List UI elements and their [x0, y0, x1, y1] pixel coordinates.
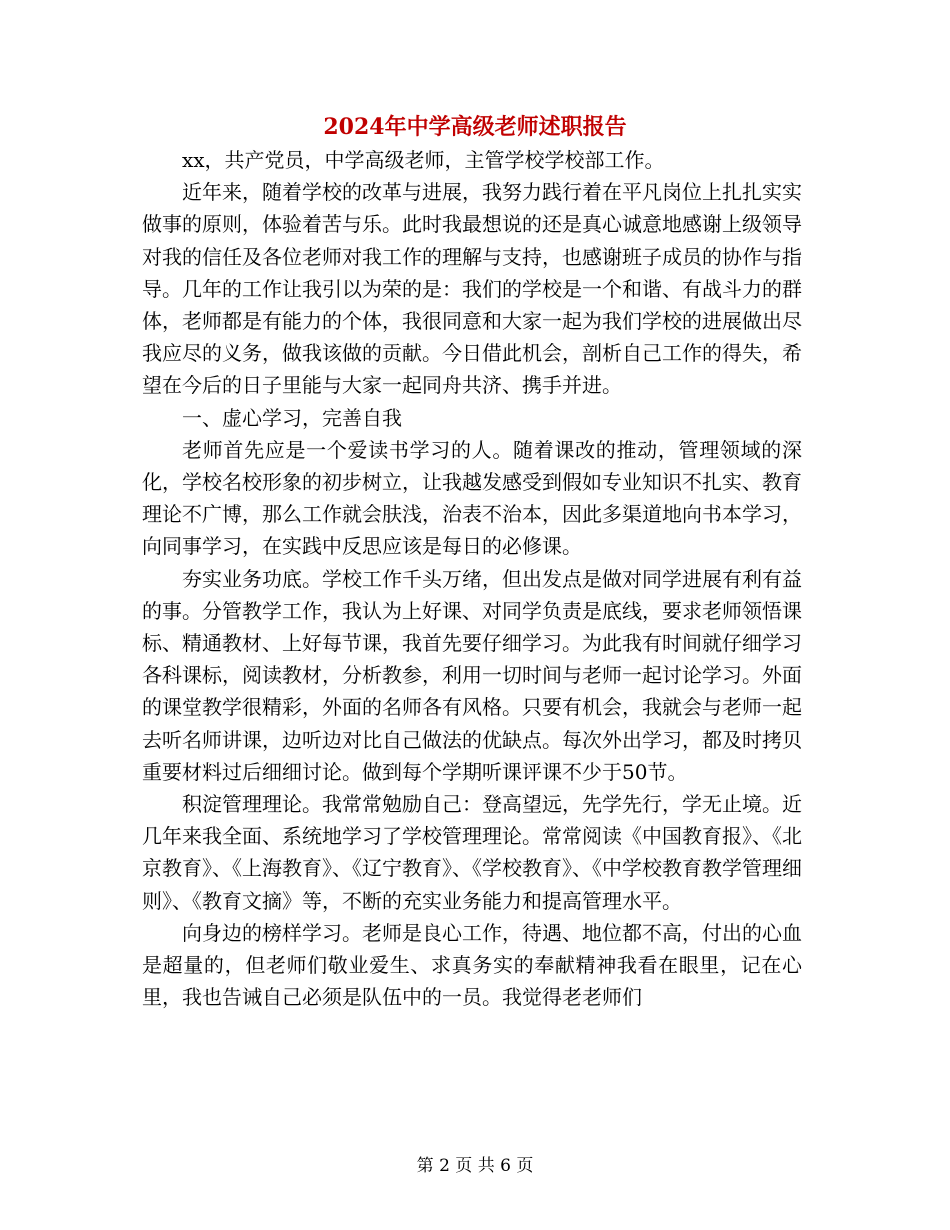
paragraph-business-skills: 夯实业务功底。学校工作千头万绪，但出发点是做对同学进展有利有益的事。分管教学工作，我认为上好课、对同学负责是底线，要求老师领悟课标、精通教材、上好每节课，我首先要仔细学习。为此我有时间就仔细学习各科课标，阅读教材，分析教参，利用一切时间与老师一起讨论学习。外面的课堂教学很精彩，外面的名师各有风格。只要有机会，我就会与老师一起去听名师讲课，边听边对比自己做法的优缺点。每次外出学习，都及时拷贝重要材料过后细细讨论。做到每个学期听课评课不少于50节。: [142, 566, 802, 784]
paragraph-intro: xx，共产党员，中学高级老师，主管学校学校部工作。: [182, 148, 665, 172]
paragraph-overview: 近年来，随着学校的改革与进展，我努力践行着在平凡岗位上扎扎实实做事的原则，体验着苦与乐。此时我最想说的还是真心诚意地感谢上级领导对我的信任及各位老师对我工作的理解与支持，也感谢班子成员的协作与指导。几年的工作让我引以为荣的是：我们的学校是一个和谐、有战斗力的群体，老师都是有能力的个体，我很同意和大家一起为我们学校的进展做出尽我应尽的义务，做我该做的贡献。今日借此机会，剖析自己工作的得失，希望在今后的日子里能与大家一起同舟共济、携手并进。: [142, 180, 802, 398]
paragraph-management-theory: 积淀管理理论。我常常勉励自己：登高望远，先学先行，学无止境。近几年来我全面、系统地学习了学校管理理论。常常阅读《中国教育报》、《北京教育》、《上海教育》、《辽宁教育》、《学校教育》、《中学校教育教学管理细则》、《教育文摘》等，不断的充实业务能力和提高管理水平。: [142, 792, 802, 913]
paragraph-reading: 老师首先应是一个爱读书学习的人。随着课改的推动，管理领域的深化，学校名校形象的初步树立，让我越发感受到假如专业知识不扎实、教育理论不广博，那么工作就会肤浅，治表不治本，因此多渠道地向书本学习，向同事学习，在实践中反思应该是每日的必修课。: [142, 437, 802, 559]
document-body: [142, 144, 802, 1013]
page-number-footer: 第 2 页 共 6 页: [416, 1156, 534, 1176]
document-title: 2024年中学高级老师述职报告: [323, 114, 627, 140]
paragraph-role-models: 向身边的榜样学习。老师是良心工作，待遇、地位都不高，付出的心血是超量的，但老师们敬业爱生、求真务实的奉献精神我看在眼里，记在心里，我也告诫自己必须是队伍中的一员。我觉得老老师们: [142, 920, 802, 1010]
section-heading: 一、虚心学习，完善自我: [182, 405, 402, 430]
